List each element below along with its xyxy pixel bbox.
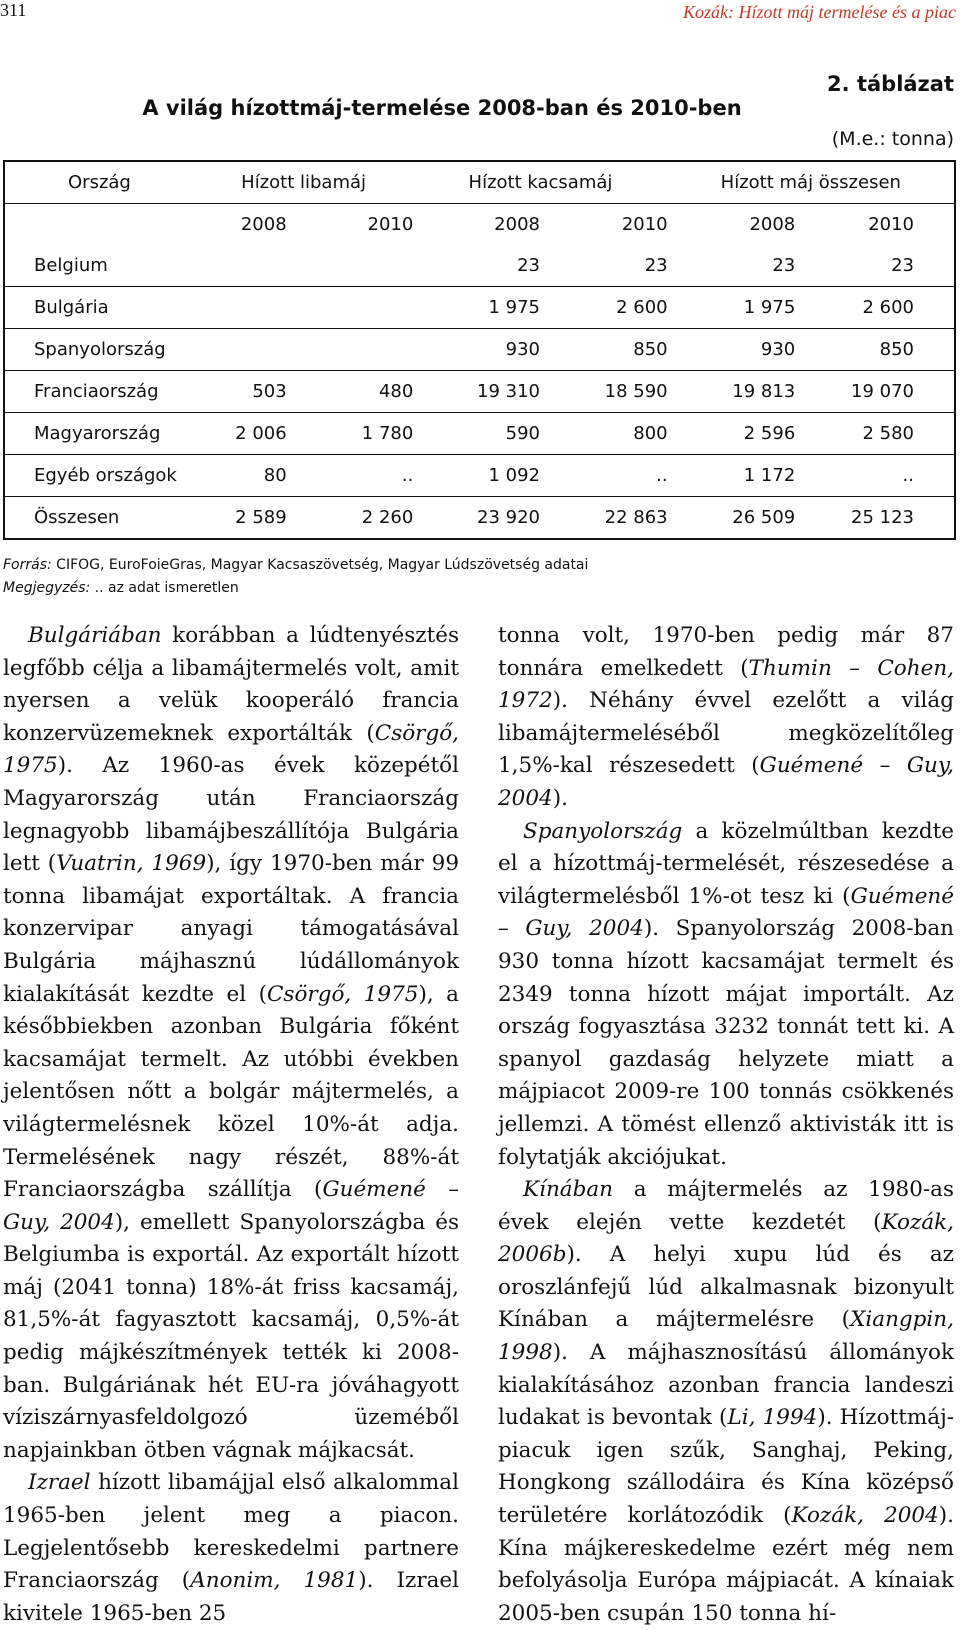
paragraph-israel-cont	[498, 620, 954, 816]
header-total-liver: Hízott máj összesen	[668, 161, 955, 204]
value-cell: 480	[287, 371, 414, 413]
text-run: ). Izrael kivitele 1965-ben 25	[3, 1568, 460, 1626]
text-run: ), a későbbiekben azonban Bulgária főként kacsamájat termelt. Az utóbbi években jelentősen nőtt a bolgár májtermelés, a világtermelésnek közel 10%-át adja. Termelésének nagy részét, 88%-át Franciaországba szállítja (	[3, 981, 459, 1203]
year-blank-cell	[4, 204, 194, 246]
value-cell: 1 092	[413, 455, 540, 497]
italic-text-run: Anonim, 1981	[190, 1568, 359, 1594]
text-run: ). Spanyolország 2008-ban 930 tonna hízott kacsamájat termelt és 2349 tonna hízott májat importált. Az ország fogyasztása 3232 tonnát tett ki. A spanyol gazdaság helyzete miatt a májpiacot 2009-re 100 tonnás csökkenés jellemzi. A tömést ellenző aktivisták itt is folytatják akciójukat.	[498, 916, 954, 1170]
value-cell: 930	[668, 329, 796, 371]
table-note	[3, 580, 239, 596]
table-row	[4, 413, 955, 455]
text-run: ). Kína májkereskedelme ezért még nem befolyásolja Európa májpiacát. A kínaiak 2005-ben csupán 150 tonna hí-	[498, 1503, 954, 1626]
text-run: ), emellett Spanyolországba és Belgiumba is exportál. Az exportált hízott máj (2041 tonna) 18%-át friss kacsamáj, 81,5%-át fagyasztott kacsamáj, 0,5%-át pedig májkészítmények tették ki 2008-ban. Bulgáriának hét EU-ra jóváhagyott víziszárnyasfeldolgozó üzeméből napjainkban ötben vágnak májkacsát.	[3, 1209, 459, 1463]
table-title-text: A világ hízottmáj-termelése 2008-ban és 2010-ben	[142, 96, 742, 120]
value-cell: 2 006	[194, 413, 287, 455]
italic-text-run: Bulgáriában	[28, 623, 162, 648]
value-cell	[287, 329, 414, 371]
header-duck-liver: Hízott kacsamáj	[413, 161, 667, 204]
value-cell	[287, 287, 414, 329]
text-run: a májtermelés az 1980-as évek elején vette kezdetét (	[498, 1177, 954, 1235]
country-cell: Bulgária	[4, 287, 194, 329]
value-cell: ..	[795, 455, 955, 497]
italic-text-run: Kozák, 2004	[791, 1503, 939, 1529]
value-cell: 19 813	[668, 371, 796, 413]
italic-text-run: Izrael	[28, 1470, 91, 1496]
value-cell: ..	[540, 455, 668, 497]
table-row	[4, 287, 955, 329]
table-row	[4, 245, 955, 287]
value-cell: 930	[413, 329, 540, 371]
value-cell: 2 600	[795, 287, 955, 329]
table-row	[4, 329, 955, 371]
note-text: .. az adat ismeretlen	[90, 580, 239, 596]
value-cell	[194, 287, 287, 329]
value-cell: 23	[540, 245, 668, 287]
value-cell: 590	[413, 413, 540, 455]
italic-text-run: Csörgő, 1975	[266, 981, 419, 1007]
value-cell: 1 172	[668, 455, 796, 497]
value-cell: 800	[540, 413, 668, 455]
source-label: Forrás:	[3, 557, 52, 573]
year-cell: 2008	[494, 214, 540, 235]
value-cell	[287, 245, 414, 287]
production-table	[3, 160, 956, 540]
year-cell: 2008	[749, 214, 796, 235]
country-cell: Belgium	[4, 245, 194, 287]
value-cell	[194, 245, 287, 287]
table-row	[4, 455, 955, 497]
italic-text-run: Vuatrin, 1969	[56, 851, 207, 877]
value-cell: 850	[540, 329, 668, 371]
country-cell: Magyarország	[4, 413, 194, 455]
note-label: Megjegyzés:	[3, 580, 91, 596]
table-row	[4, 371, 955, 413]
country-cell: Franciaország	[4, 371, 194, 413]
value-cell: 850	[795, 329, 955, 371]
value-cell: 80	[194, 455, 287, 497]
running-title: Kozák: Hízott máj termelése és a piac	[683, 2, 956, 22]
value-cell: 22 863	[604, 507, 668, 528]
year-cell: 2010	[367, 214, 414, 235]
value-cell: ..	[287, 455, 414, 497]
paragraph-china	[498, 1174, 954, 1630]
text-run: ), így 1970-ben már 99 tonna libamájat exportáltak. A francia konzervipar anyagi támogatásával Bulgária májhasznú lúdállományok kialakítását kezdte el (	[3, 851, 460, 1007]
text-run: ). A májhasznosítású állományok kialakításához azonban francia landeszi ludakat is bevontak (	[498, 1340, 954, 1431]
value-cell: 26 509	[732, 507, 796, 528]
text-run: ). Az 1960-as évek közepétől Magyarország után Franciaország legnagyobb libamájbeszállítója Bulgária lett (	[3, 753, 459, 877]
italic-text-run: Thumin – Cohen, 1972	[498, 655, 954, 714]
paragraph-israel	[3, 1467, 459, 1630]
italic-text-run: Csörgő, 1975	[3, 720, 459, 779]
italic-text-run: Guémené – Guy, 2004	[3, 1177, 459, 1235]
value-cell: 2 600	[540, 287, 668, 329]
text-run: korábban a lúdtenyésztés legfőbb célja a libamájtermelés volt, amit nyersen a velük kooperáló francia konzervüzemeknek exportálták (	[3, 623, 459, 746]
text-run: ). A helyi xupu lúd és az oroszlánfejű lúd alkalmasnak bizonyult Kínában a májtermelésre (	[498, 1242, 954, 1333]
value-cell: 23 920	[477, 507, 540, 528]
italic-text-run: Kozák, 2006b	[498, 1209, 954, 1268]
table-header-row	[4, 161, 955, 204]
italic-text-run: Xiangpin, 1998	[498, 1307, 954, 1366]
text-run: hízott libamájjal első alkalommal 1965-ben jelent meg a piacon. Legjelentősebb kereskedelmi partnere Franciaország (	[3, 1470, 459, 1594]
table-body	[4, 245, 955, 539]
table-source	[3, 557, 588, 573]
text-run: ). Hízottmáj-piacuk igen szűk, Sanghaj, Peking, Hongkong szállodáira és Kína középső területére korlátozódik (	[498, 1405, 954, 1529]
body-column-right	[498, 620, 954, 1630]
value-cell: 2 589	[235, 507, 287, 528]
year-cell: 2008	[240, 214, 287, 235]
value-cell: 1 975	[413, 287, 540, 329]
value-cell: 23	[795, 245, 955, 287]
value-cell: 1 780	[287, 413, 414, 455]
text-run: ). Néhány évvel ezelőtt a világ libamájtermeléséből megközelítőleg 1,5%-kal részesedett (	[498, 688, 954, 779]
header-country: Ország	[4, 161, 194, 204]
italic-text-run: Guémené – Guy, 2004	[498, 883, 954, 942]
value-cell: 1 975	[668, 287, 796, 329]
page-number: 311	[0, 0, 27, 20]
header-goose-liver: Hízott libamáj	[194, 161, 413, 204]
value-cell: 23	[668, 245, 796, 287]
country-cell: Összesen	[34, 507, 120, 528]
value-cell: 19 310	[413, 371, 540, 413]
paragraph-spain	[498, 816, 954, 1175]
value-cell: 25 123	[851, 507, 914, 528]
year-cell: 2010	[621, 214, 668, 235]
value-cell: 18 590	[540, 371, 668, 413]
value-cell: 2 260	[361, 507, 414, 528]
value-cell: 23	[413, 245, 540, 287]
table-number: 2. táblázat	[827, 72, 954, 96]
table-row	[4, 497, 955, 540]
year-cell: 2010	[868, 214, 914, 235]
paragraph-bulgaria	[3, 620, 459, 1467]
body-column-left	[3, 620, 459, 1630]
country-cell: Spanyolország	[4, 329, 194, 371]
italic-text-run: Spanyolország	[523, 818, 683, 844]
table-year-row	[4, 204, 955, 246]
value-cell	[194, 329, 287, 371]
value-cell: 2 580	[795, 413, 955, 455]
source-text: CIFOG, EuroFoieGras, Magyar Kacsaszövetség, Magyar Lúdszövetség adatai	[51, 557, 589, 573]
value-cell: 503	[194, 371, 287, 413]
table-unit: (M.e.: tonna)	[831, 128, 954, 150]
italic-text-run: Kínában	[523, 1177, 614, 1203]
country-cell: Egyéb országok	[4, 455, 194, 497]
value-cell: 2 596	[668, 413, 796, 455]
italic-text-run: Li, 1994	[727, 1405, 818, 1431]
value-cell: 19 070	[795, 371, 955, 413]
text-run: tonna volt, 1970-ben pedig már 87 tonnára emelkedett (	[498, 623, 954, 681]
text-run: a közelmúltban kezdte el a hízottmáj-termelését, részesedése a világtermelésből 1%-ot tesz ki (	[498, 818, 954, 909]
italic-text-run: Guémené – Guy, 2004	[498, 753, 954, 811]
table-title	[0, 96, 960, 120]
text-run: ).	[552, 785, 568, 811]
